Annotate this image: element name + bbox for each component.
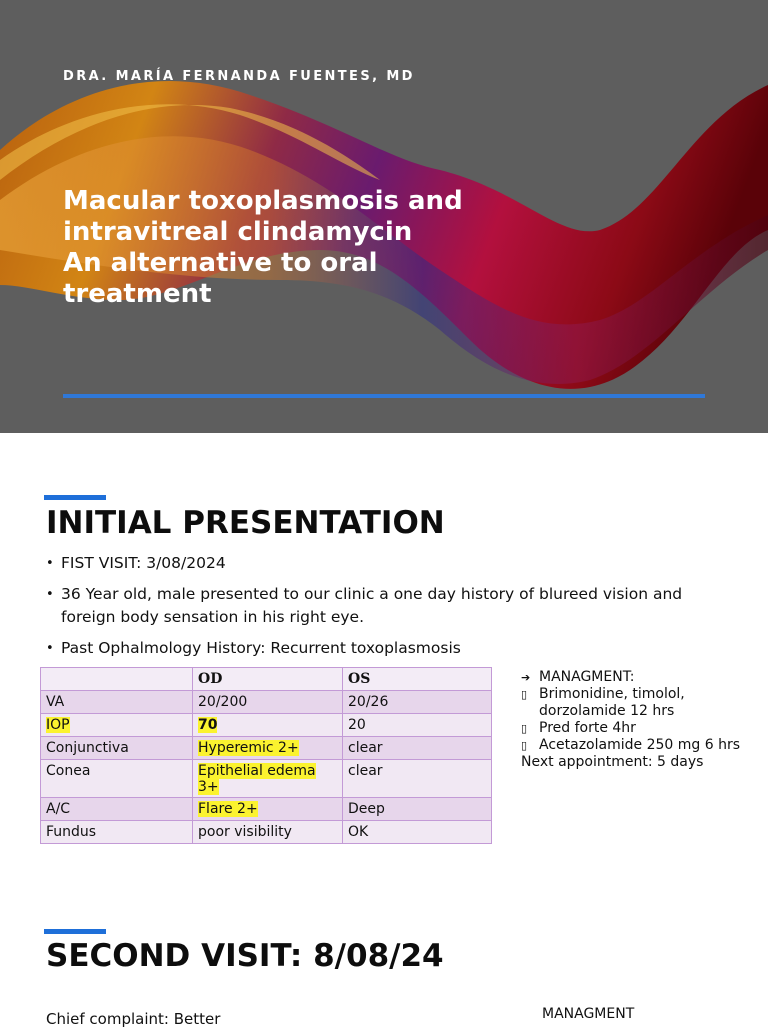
title-line: intravitreal clindamycin	[63, 217, 413, 247]
heading-accent-bar	[44, 929, 106, 934]
next-appointment-text: Next appointment: 5 days	[521, 754, 704, 770]
table-cell: clear	[343, 737, 492, 760]
table-cell	[41, 714, 193, 737]
title-line: An alternative to oral	[63, 248, 378, 278]
bullet-icon: •	[46, 556, 54, 571]
heading-accent-bar	[44, 495, 106, 500]
chief-complaint: Chief complaint: Better	[46, 1010, 221, 1028]
table-cell: 20/200	[193, 691, 343, 714]
management-heading: MANAGMENT	[542, 1006, 635, 1022]
highlighted-text: IOP	[46, 717, 70, 733]
table-cell: Fundus	[41, 821, 193, 844]
table-cell: Conjunctiva	[41, 737, 193, 760]
table-cell: VA	[41, 691, 193, 714]
table-cell: Conea	[41, 760, 193, 798]
presentation-title	[63, 186, 533, 310]
list-item	[46, 583, 726, 629]
list-item	[521, 720, 751, 737]
management-item-text: Brimonidine, timolol, dorzolamide 12 hrs	[539, 686, 685, 719]
management-item-text: Acetazolamide 250 mg 6 hrs	[539, 737, 740, 753]
list-item	[46, 637, 726, 660]
bullet-glyph-icon: ▯	[521, 688, 528, 701]
author-name: DRA. MARÍA FERNANDA FUENTES, MD	[63, 69, 415, 84]
management-header-text: MANAGMENT:	[539, 669, 635, 685]
list-item	[521, 737, 751, 754]
presentation-bullets	[46, 552, 726, 668]
table-cell: OK	[343, 821, 492, 844]
table-cell: Deep	[343, 798, 492, 821]
arrow-icon: ➔	[521, 671, 531, 684]
next-appointment	[521, 754, 751, 771]
section-heading: INITIAL PRESENTATION	[46, 505, 445, 541]
bullet-text: Past Ophalmology History: Recurrent toxoplasmosis	[61, 639, 461, 657]
table-cell: poor visibility	[193, 821, 343, 844]
table-cell: A/C	[41, 798, 193, 821]
title-divider	[63, 394, 705, 398]
table-header-cell	[41, 668, 193, 691]
management-header	[521, 669, 751, 686]
highlighted-text: 70	[198, 717, 218, 733]
table-cell: 20	[343, 714, 492, 737]
section-heading: SECOND VISIT: 8/08/24	[46, 938, 444, 974]
list-item	[521, 686, 751, 720]
bullet-text: FIST VISIT: 3/08/2024	[61, 554, 226, 572]
table-row	[41, 737, 492, 760]
management-list	[521, 669, 751, 771]
bullet-icon: •	[46, 641, 54, 656]
bullet-icon: •	[46, 587, 54, 602]
title-line: Macular toxoplasmosis and	[63, 186, 463, 216]
bullet-glyph-icon: ▯	[521, 722, 528, 735]
list-item	[46, 552, 726, 575]
highlighted-text: Flare 2+	[198, 801, 258, 817]
table-row	[41, 691, 492, 714]
table-cell	[193, 760, 343, 798]
management-item-text: Pred forte 4hr	[539, 720, 636, 736]
table-row	[41, 714, 492, 737]
bullet-glyph-icon: ▯	[521, 739, 528, 752]
table-cell: clear	[343, 760, 492, 798]
table-row	[41, 821, 492, 844]
table-cell	[193, 737, 343, 760]
bullet-text: 36 Year old, male presented to our clinic a one day history of blureed vision and foreign body sensation in his right eye.	[61, 585, 683, 626]
title-line: treatment	[63, 279, 212, 309]
table-header-row	[41, 668, 492, 691]
title-slide	[0, 0, 768, 433]
highlighted-text: Hyperemic 2+	[198, 740, 299, 756]
table-header-cell: OD	[193, 668, 343, 691]
table-row	[41, 798, 492, 821]
table-header-cell: OS	[343, 668, 492, 691]
table-cell	[193, 798, 343, 821]
table-cell	[193, 714, 343, 737]
table-row	[41, 760, 492, 798]
table-cell: 20/26	[343, 691, 492, 714]
exam-table	[40, 667, 492, 844]
highlighted-text: Epithelial edema 3+	[198, 763, 316, 795]
